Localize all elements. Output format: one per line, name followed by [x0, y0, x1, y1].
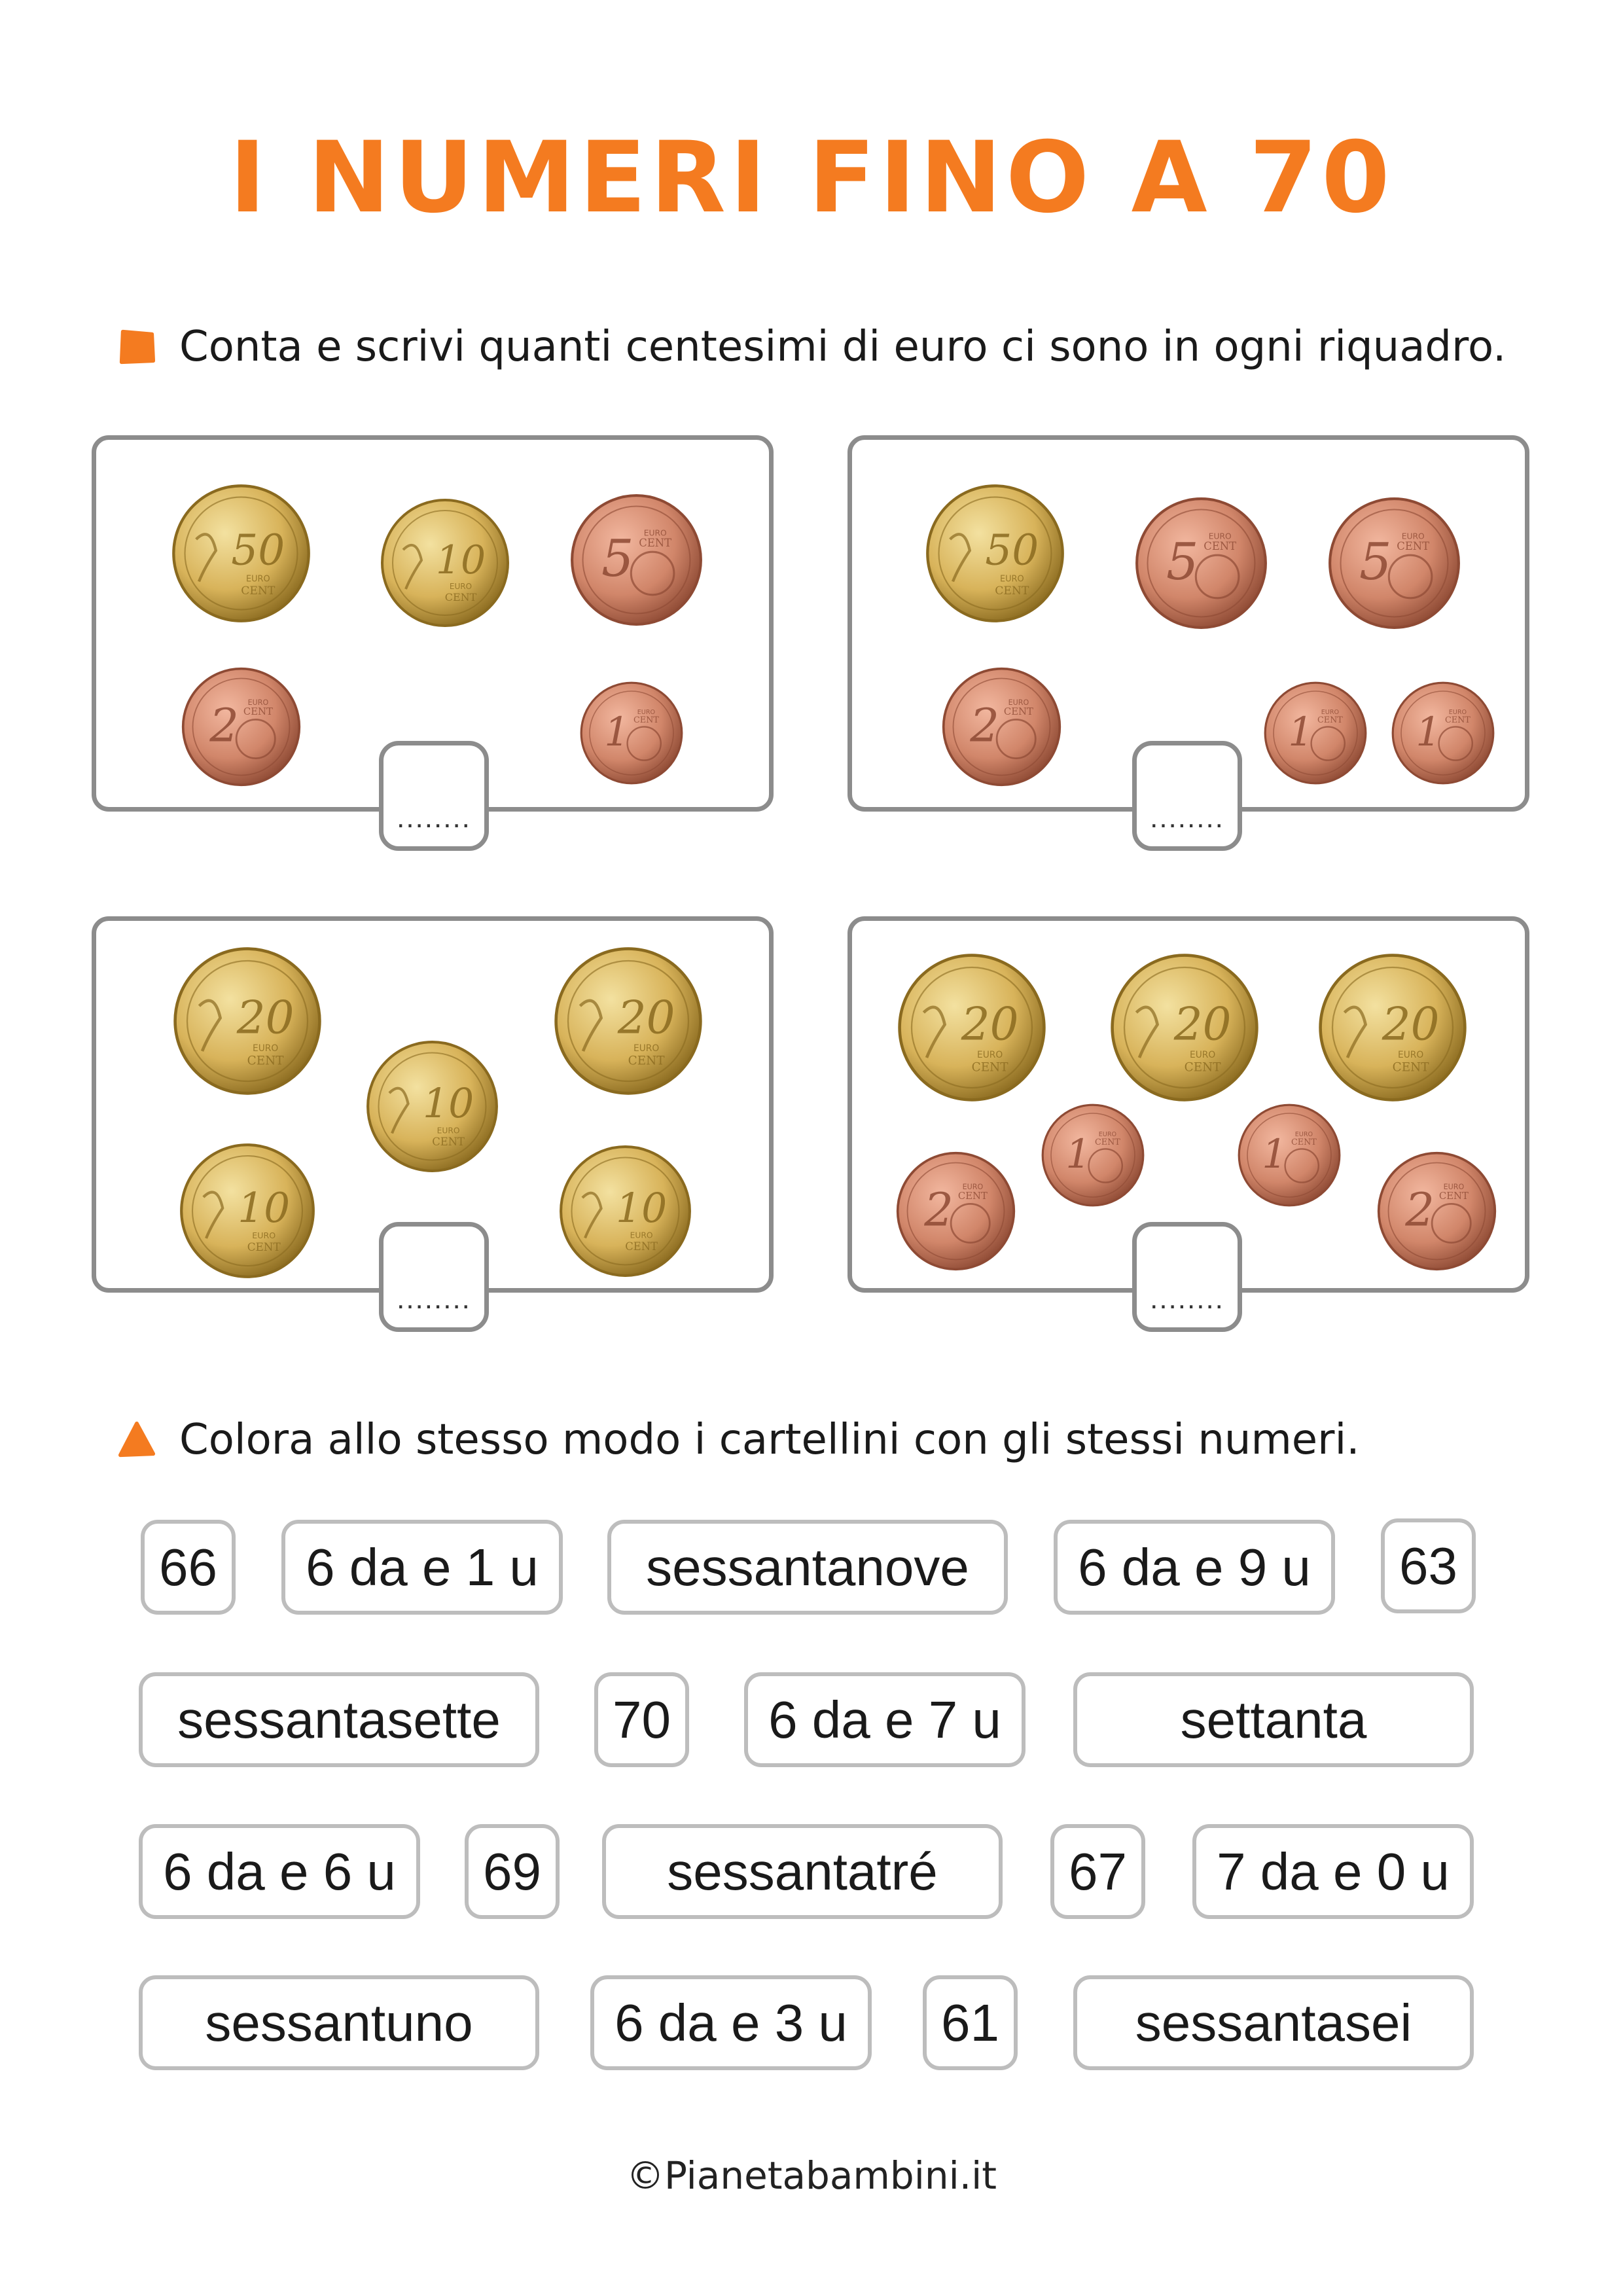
coin-10-cent-icon [558, 1144, 692, 1278]
coin-1-cent-icon [1263, 681, 1368, 785]
number-card[interactable]: 61 [923, 1975, 1018, 2070]
svg-text:10: 10 [422, 1079, 474, 1127]
svg-text:EURO: EURO [1397, 1050, 1424, 1060]
bullet-icon [118, 1421, 156, 1459]
svg-text:CENT: CENT [247, 1054, 284, 1068]
svg-text:EURO: EURO [1443, 1182, 1464, 1191]
svg-text:1: 1 [1416, 709, 1441, 756]
svg-text:CENT: CENT [243, 706, 273, 717]
svg-text:CENT: CENT [247, 1240, 281, 1253]
coin-1-cent-icon [1041, 1103, 1145, 1208]
instruction-2 [118, 1410, 1360, 1469]
coin-20-cent-icon [1109, 952, 1260, 1103]
svg-text:2: 2 [209, 698, 239, 753]
svg-text:EURO: EURO [247, 698, 268, 707]
svg-text:CENT: CENT [994, 584, 1029, 598]
svg-text:EURO: EURO [1189, 1050, 1216, 1060]
coin-10-cent-icon [365, 1039, 499, 1174]
number-card[interactable]: 6 da e 7 u [744, 1672, 1026, 1767]
coin-1-cent-icon [1391, 681, 1495, 785]
svg-text:1: 1 [604, 709, 630, 756]
svg-text:CENT: CENT [431, 1135, 465, 1148]
number-card[interactable]: 6 da e 6 u [139, 1824, 420, 1919]
number-card[interactable]: sessantasette [139, 1672, 539, 1767]
svg-text:CENT: CENT [444, 591, 477, 603]
svg-text:CENT: CENT [633, 715, 659, 725]
svg-text:EURO: EURO [1008, 698, 1029, 707]
svg-text:CENT: CENT [624, 1240, 658, 1253]
number-card[interactable]: sessantanove [607, 1520, 1008, 1615]
number-card[interactable]: sessantatré [602, 1824, 1003, 1919]
svg-text:CENT: CENT [1094, 1138, 1120, 1147]
coin-50-cent-icon [925, 483, 1065, 624]
svg-text:EURO: EURO [630, 1230, 653, 1240]
svg-text:10: 10 [238, 1183, 291, 1232]
svg-text:50: 50 [984, 526, 1039, 575]
coin-1-cent-icon [1237, 1103, 1342, 1208]
footer-copyright: ©Pianetabambini.it [626, 2153, 997, 2198]
svg-text:EURO: EURO [1401, 531, 1425, 541]
coin-2-cent-icon [181, 666, 302, 787]
answer-box-4[interactable]: ........ [1132, 1222, 1242, 1332]
svg-text:CENT: CENT [957, 1190, 988, 1202]
coin-50-cent-icon [171, 483, 312, 624]
answer-box-3[interactable]: ........ [379, 1222, 489, 1332]
svg-text:CENT: CENT [971, 1060, 1008, 1075]
svg-text:5: 5 [1166, 532, 1199, 592]
coin-5-cent-icon [1327, 496, 1461, 630]
svg-text:CENT: CENT [1438, 1190, 1469, 1202]
coin-20-cent-icon [172, 946, 323, 1096]
svg-text:EURO: EURO [637, 709, 656, 717]
coin-20-cent-icon [897, 952, 1047, 1103]
svg-text:CENT: CENT [1203, 539, 1236, 552]
svg-text:CENT: CENT [1444, 715, 1471, 725]
svg-text:CENT: CENT [1003, 706, 1033, 717]
number-card[interactable]: settanta [1073, 1672, 1474, 1767]
svg-text:EURO: EURO [245, 574, 270, 584]
coin-2-cent-icon [941, 666, 1062, 787]
svg-text:EURO: EURO [449, 582, 473, 591]
svg-text:CENT: CENT [638, 536, 671, 549]
svg-text:5: 5 [601, 529, 634, 588]
coin-10-cent-icon [179, 1142, 316, 1280]
svg-text:2: 2 [1404, 1183, 1435, 1237]
number-card[interactable]: 6 da e 1 u [281, 1520, 563, 1615]
svg-text:EURO: EURO [437, 1126, 460, 1135]
svg-text:EURO: EURO [252, 1230, 276, 1240]
svg-text:5: 5 [1359, 532, 1392, 592]
coin-5-cent-icon [569, 493, 704, 627]
svg-text:1: 1 [1288, 709, 1313, 756]
svg-text:20: 20 [1382, 998, 1440, 1051]
coin-2-cent-icon [895, 1151, 1016, 1272]
page-title: I NUMERI FINO A 70 [229, 121, 1394, 235]
svg-text:CENT: CENT [1317, 715, 1343, 725]
svg-text:EURO: EURO [1448, 709, 1467, 717]
svg-text:CENT: CENT [1291, 1138, 1317, 1147]
number-card[interactable]: 67 [1050, 1824, 1145, 1919]
svg-text:EURO: EURO [252, 1043, 279, 1054]
svg-text:EURO: EURO [999, 574, 1024, 584]
coin-10-cent-icon [380, 497, 510, 628]
svg-text:EURO: EURO [1098, 1131, 1117, 1139]
answer-box-1[interactable]: ........ [379, 741, 489, 851]
svg-text:EURO: EURO [643, 528, 667, 538]
svg-text:CENT: CENT [240, 584, 275, 598]
svg-text:10: 10 [435, 537, 486, 583]
number-card[interactable]: sessantasei [1073, 1975, 1474, 2070]
svg-text:10: 10 [615, 1184, 667, 1232]
svg-text:EURO: EURO [633, 1043, 660, 1054]
svg-text:CENT: CENT [628, 1054, 665, 1068]
coin-5-cent-icon [1134, 496, 1268, 630]
svg-text:EURO: EURO [976, 1050, 1003, 1060]
svg-text:EURO: EURO [1294, 1131, 1313, 1139]
number-card[interactable]: sessantuno [139, 1975, 539, 2070]
answer-box-2[interactable]: ........ [1132, 741, 1242, 851]
coin-2-cent-icon [1376, 1151, 1497, 1272]
svg-text:50: 50 [230, 526, 285, 575]
svg-text:CENT: CENT [1396, 539, 1429, 552]
instruction-1-text: Conta e scrivi quanti centesimi di euro ci sono in ogni riquadro. [179, 323, 1507, 371]
coin-1-cent-icon [579, 681, 684, 785]
bullet-icon [118, 328, 156, 366]
instruction-1 [118, 317, 1506, 376]
svg-text:2: 2 [969, 698, 999, 753]
svg-text:20: 20 [1173, 998, 1232, 1051]
coin-20-cent-icon [1317, 952, 1468, 1103]
number-card[interactable]: 6 da e 3 u [590, 1975, 872, 2070]
svg-text:1: 1 [1262, 1132, 1287, 1178]
number-card[interactable]: 66 [141, 1520, 236, 1615]
svg-text:20: 20 [617, 992, 675, 1045]
svg-text:20: 20 [236, 992, 294, 1045]
number-card[interactable]: 70 [594, 1672, 689, 1767]
number-card[interactable]: 69 [465, 1824, 560, 1919]
number-card[interactable]: 7 da e 0 u [1192, 1824, 1474, 1919]
coin-20-cent-icon [553, 946, 704, 1096]
svg-text:20: 20 [961, 998, 1019, 1051]
number-card[interactable]: 6 da e 9 u [1054, 1520, 1335, 1615]
instruction-2-text: Colora allo stesso modo i cartellini con gli stessi numeri. [179, 1416, 1360, 1464]
svg-text:1: 1 [1065, 1132, 1091, 1178]
svg-text:EURO: EURO [1208, 531, 1232, 541]
svg-text:EURO: EURO [1321, 709, 1340, 717]
svg-text:CENT: CENT [1392, 1060, 1429, 1075]
number-card[interactable]: 63 [1381, 1518, 1476, 1613]
svg-text:EURO: EURO [962, 1182, 983, 1191]
svg-text:CENT: CENT [1184, 1060, 1221, 1075]
svg-text:2: 2 [923, 1183, 954, 1237]
